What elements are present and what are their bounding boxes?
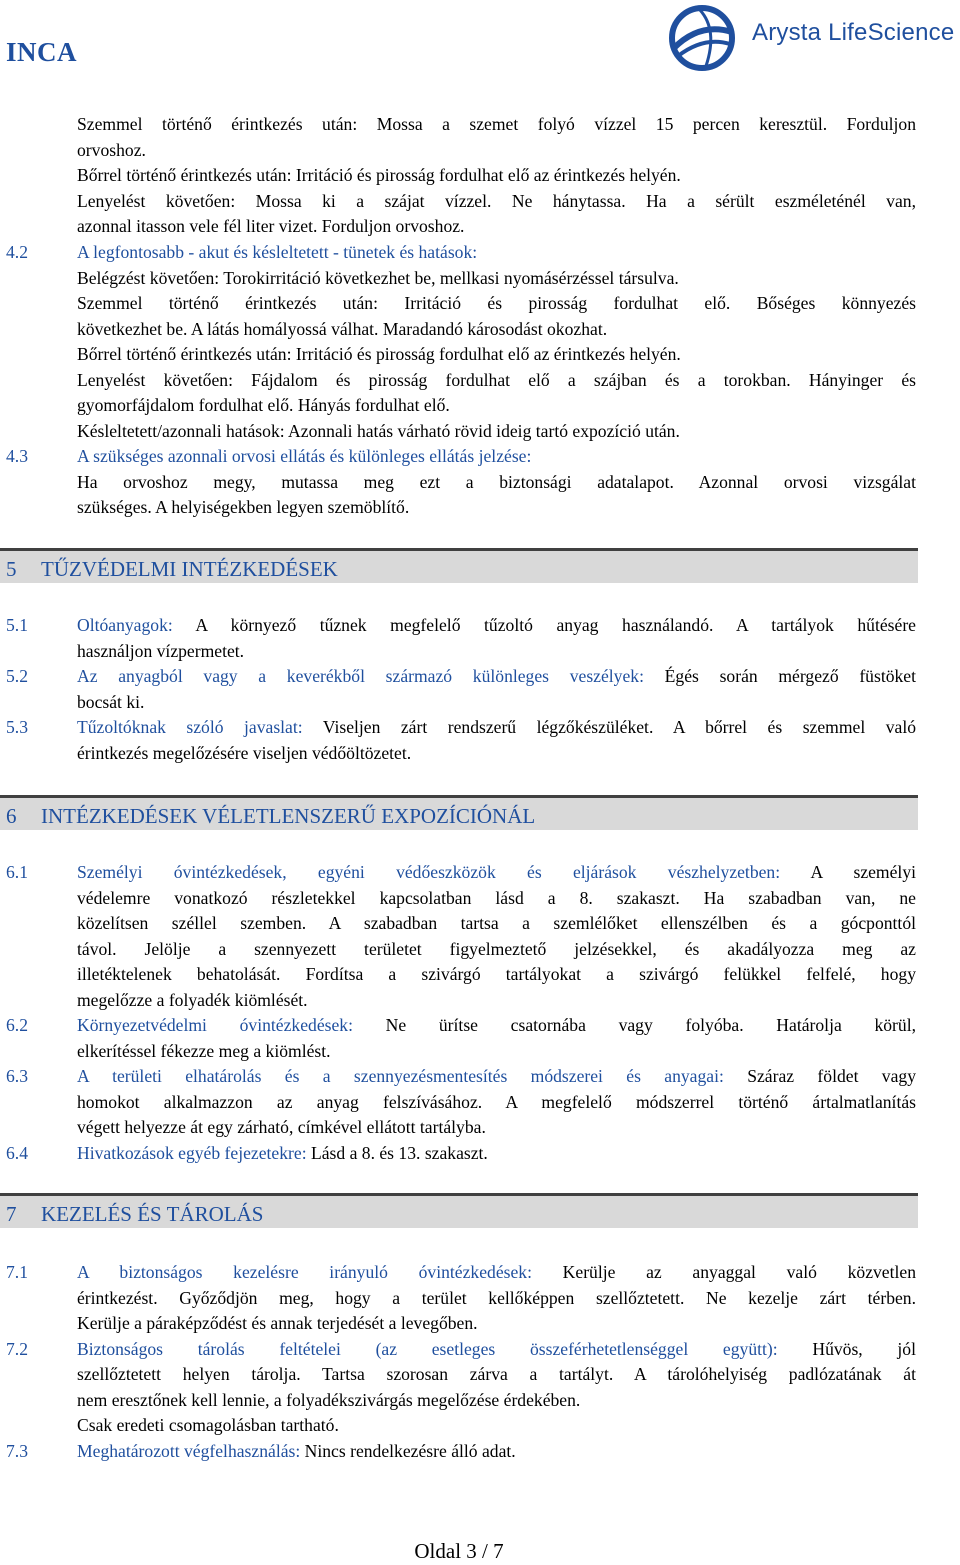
section-number: 5.3 bbox=[6, 717, 28, 737]
logo-text: Arysta LifeScience bbox=[752, 19, 955, 46]
paragraph-line: Ha orvoshoz megy, mutassa meg ezt a biztonsági adatalapot. Azonnal orvosi vizsgálat bbox=[77, 471, 916, 492]
subsection-7-2 bbox=[0, 1337, 960, 1439]
subsection-title: A biztonságos kezelésre irányuló óvintézkedések: bbox=[77, 1262, 532, 1282]
subsection-title: Meghatározott végfelhasználás: bbox=[77, 1440, 301, 1461]
page-total: 7 bbox=[493, 1539, 504, 1563]
paragraph-line: érintkezés megelőzésére viseljen védőöltözetet. bbox=[77, 742, 412, 763]
subsection-6-1 bbox=[0, 860, 960, 1013]
paragraph-line: azonnal itasson vele fél liter vizet. Forduljon orvoshoz. bbox=[77, 216, 465, 236]
paragraph-line: Késleltetett/azonnali hatások: Azonnali hatás várható rövid ideig tartó expozíció után. bbox=[77, 420, 680, 441]
paragraph-line: szellőztetett helyen tárolja. Tartsa szorosan zárva a tartályt. A tárolóhelyiség padlózatának át bbox=[77, 1364, 916, 1384]
heading-number: 7 bbox=[6, 1202, 17, 1226]
section-number: 7.2 bbox=[6, 1338, 28, 1359]
paragraph-text: Ne ürítse csatornába vagy folyóba. Határolja körül, bbox=[352, 1015, 916, 1035]
paragraph-line: nem eresztőnek kell lennie, a folyadékszivárgás megelőzése érdekében. bbox=[77, 1389, 581, 1410]
company-logo bbox=[660, 2, 960, 74]
subsection-title: Oltóanyagok: bbox=[77, 615, 173, 635]
paragraph-text: A környező tűznek megfelelő tűzoltó anyag használandó. A tartályok hűtésére bbox=[172, 615, 916, 635]
page-label: Oldal bbox=[414, 1539, 462, 1563]
section-7-items bbox=[0, 1260, 960, 1464]
paragraph-line: védelemre vonatkozó részletekkel kapcsolatban lásd a 8. szakaszt. Ha szabadban van, ne bbox=[77, 887, 916, 908]
section-number: 7.1 bbox=[6, 1262, 28, 1282]
section-7-heading bbox=[0, 1193, 918, 1228]
section-4-1-continuation bbox=[0, 112, 960, 240]
section-number: 6.4 bbox=[6, 1142, 28, 1163]
section-number: 4.2 bbox=[6, 242, 28, 262]
paragraph-line: Belégzést követően: Torokirritáció következhet be, mellkasi nyomásérzéssel társulva. bbox=[77, 267, 679, 288]
page-footer bbox=[0, 1539, 918, 1565]
subsection-5-2 bbox=[0, 664, 960, 715]
section-4-2 bbox=[0, 240, 960, 444]
heading-number: 5 bbox=[6, 557, 17, 581]
paragraph-line: távol. Jelölje a szennyezett területet figyelmeztető jelzésekkel, és akadályozza meg az bbox=[77, 938, 916, 959]
paragraph-line: végett helyezze át egy zárható, címkével ellátott tartályba. bbox=[77, 1117, 486, 1137]
subsection-title: Környezetvédelmi óvintézkedések: bbox=[77, 1015, 353, 1035]
section-number: 5.2 bbox=[6, 666, 28, 686]
paragraph-line: Szemmel történő érintkezés után: Mossa a szemet folyó vízzel 15 percen keresztül. Forduljon bbox=[77, 114, 916, 134]
subsection-6-4 bbox=[0, 1141, 960, 1167]
paragraph-line: Szemmel történő érintkezés után: Irritáció és pirosság fordulhat elő. Bőséges könnyezés bbox=[77, 293, 916, 313]
section-6-items bbox=[0, 860, 960, 1166]
subsection-6-2 bbox=[0, 1013, 960, 1064]
logo-globe-icon bbox=[660, 2, 748, 74]
subsection-title: Hivatkozások egyéb fejezetekre: bbox=[77, 1142, 307, 1163]
paragraph-text: Száraz földet vagy bbox=[723, 1066, 917, 1086]
section-number: 6.3 bbox=[6, 1066, 28, 1086]
paragraph-line: megelőzze a folyadék kiömlését. bbox=[77, 989, 308, 1010]
paragraph-line: közelítsen széllel szemben. A szabadban tartsa a szemlélőket ellenszélben és a gócponttól bbox=[77, 913, 916, 933]
paragraph-line: Bőrrel történő érintkezés után: Irritáció és pirosság fordulhat elő az érintkezés helyén. bbox=[77, 165, 681, 185]
subsection-6-3 bbox=[0, 1064, 960, 1141]
paragraph-text: Kerülje az anyaggal való közvetlen bbox=[531, 1262, 916, 1282]
section-title: A legfontosabb - akut és késleltetett - tünetek és hatások: bbox=[77, 242, 478, 262]
subsection-title: A területi elhatárolás és a szennyezésmentesítés módszerei és anyagai: bbox=[77, 1066, 724, 1086]
section-5-heading bbox=[0, 548, 918, 583]
heading-title: TŰZVÉDELMI INTÉZKEDÉSEK bbox=[41, 557, 338, 581]
paragraph-line: Lenyelést követően: Fájdalom és pirosság fordulhat elő a szájban és a torokban. Hányinger és bbox=[77, 369, 916, 390]
section-number: 6.1 bbox=[6, 862, 28, 882]
paragraph-line: gyomorfájdalom fordulhat elő. Hányás fordulhat elő. bbox=[77, 395, 450, 415]
page-current: 3 bbox=[466, 1539, 477, 1563]
paragraph-line: Bőrrel történő érintkezés után: Irritáció és pirosság fordulhat elő az érintkezés helyén. bbox=[77, 344, 681, 364]
document-header-title: INCA bbox=[6, 37, 78, 67]
paragraph-text: Hűvös, jól bbox=[777, 1338, 916, 1359]
section-4-3 bbox=[0, 444, 960, 521]
paragraph-line: érintkezést. Győződjön meg, hogy a terület kellőképpen szellőztetett. Ne kezelje zárt térben. bbox=[77, 1287, 916, 1308]
section-6-heading bbox=[0, 795, 918, 830]
section-number: 6.2 bbox=[6, 1015, 28, 1035]
paragraph-text: Viseljen zárt rendszerű légzőkészüléket. A bőrrel és szemmel való bbox=[302, 717, 916, 737]
page-separator: / bbox=[482, 1539, 488, 1563]
subsection-title: Személyi óvintézkedések, egyéni védőeszközök és eljárások vészhelyzetben: bbox=[77, 862, 781, 882]
subsection-5-3 bbox=[0, 715, 960, 766]
paragraph-text: Nincs rendelkezésre álló adat. bbox=[300, 1440, 516, 1461]
section-number: 5.1 bbox=[6, 615, 28, 635]
paragraph-line: elkerítéssel fékezze meg a kiömlést. bbox=[77, 1040, 331, 1061]
section-number: 7.3 bbox=[6, 1440, 28, 1461]
paragraph-line: Lenyelést követően: Mossa ki a szájat vízzel. Ne hánytassa. Ha a sérült eszméleténél van, bbox=[77, 190, 916, 211]
section-5-items bbox=[0, 613, 960, 766]
paragraph-text: A személyi bbox=[780, 862, 916, 882]
subsection-title: Az anyagból vagy a keverékből származó különleges veszélyek: bbox=[77, 666, 644, 686]
section-title: A szükséges azonnali orvosi ellátás és különleges ellátás jelzése: bbox=[77, 446, 532, 466]
paragraph-line: következhet be. A látás homályossá válhat. Maradandó károsodást okozhat. bbox=[77, 318, 608, 339]
heading-title: KEZELÉS ÉS TÁROLÁS bbox=[41, 1202, 264, 1226]
paragraph-line: szükséges. A helyiségekben legyen szemöblítő. bbox=[77, 497, 410, 517]
heading-title: INTÉZKEDÉSEK VÉLETLENSZERŰ EXPOZÍCIÓNÁL bbox=[41, 804, 536, 828]
subsection-7-3 bbox=[0, 1439, 960, 1465]
subsection-5-1 bbox=[0, 613, 960, 664]
subsection-title: Biztonságos tárolás feltételei (az esetleges összeférhetetlenséggel együtt): bbox=[77, 1338, 778, 1359]
paragraph-line: orvoshoz. bbox=[77, 139, 146, 160]
subsection-7-1 bbox=[0, 1260, 960, 1337]
paragraph-text: Lásd a 8. és 13. szakaszt. bbox=[306, 1142, 488, 1163]
paragraph-line: bocsát ki. bbox=[77, 691, 145, 712]
subsection-title: Tűzoltóknak szóló javaslat: bbox=[77, 717, 303, 737]
paragraph-line: Csak eredeti csomagolásban tartható. bbox=[77, 1415, 339, 1435]
paragraph-text: Égés során mérgező füstöket bbox=[643, 666, 916, 686]
section-number: 4.3 bbox=[6, 446, 28, 466]
paragraph-line: homokot alkalmazzon az anyag felszívásához. A megfelelő módszerrel történő ártalmatlanítás bbox=[77, 1091, 916, 1112]
heading-number: 6 bbox=[6, 804, 17, 828]
paragraph-line: illetéktelenek behatolását. Fordítsa a szivárgó tartályokat a szivárgó felükkel felfelé, hogy bbox=[77, 964, 916, 984]
paragraph-line: Kerülje a páraképződést és annak terjedését a levegőben. bbox=[77, 1313, 478, 1333]
paragraph-line: használjon vízpermetet. bbox=[77, 640, 245, 661]
